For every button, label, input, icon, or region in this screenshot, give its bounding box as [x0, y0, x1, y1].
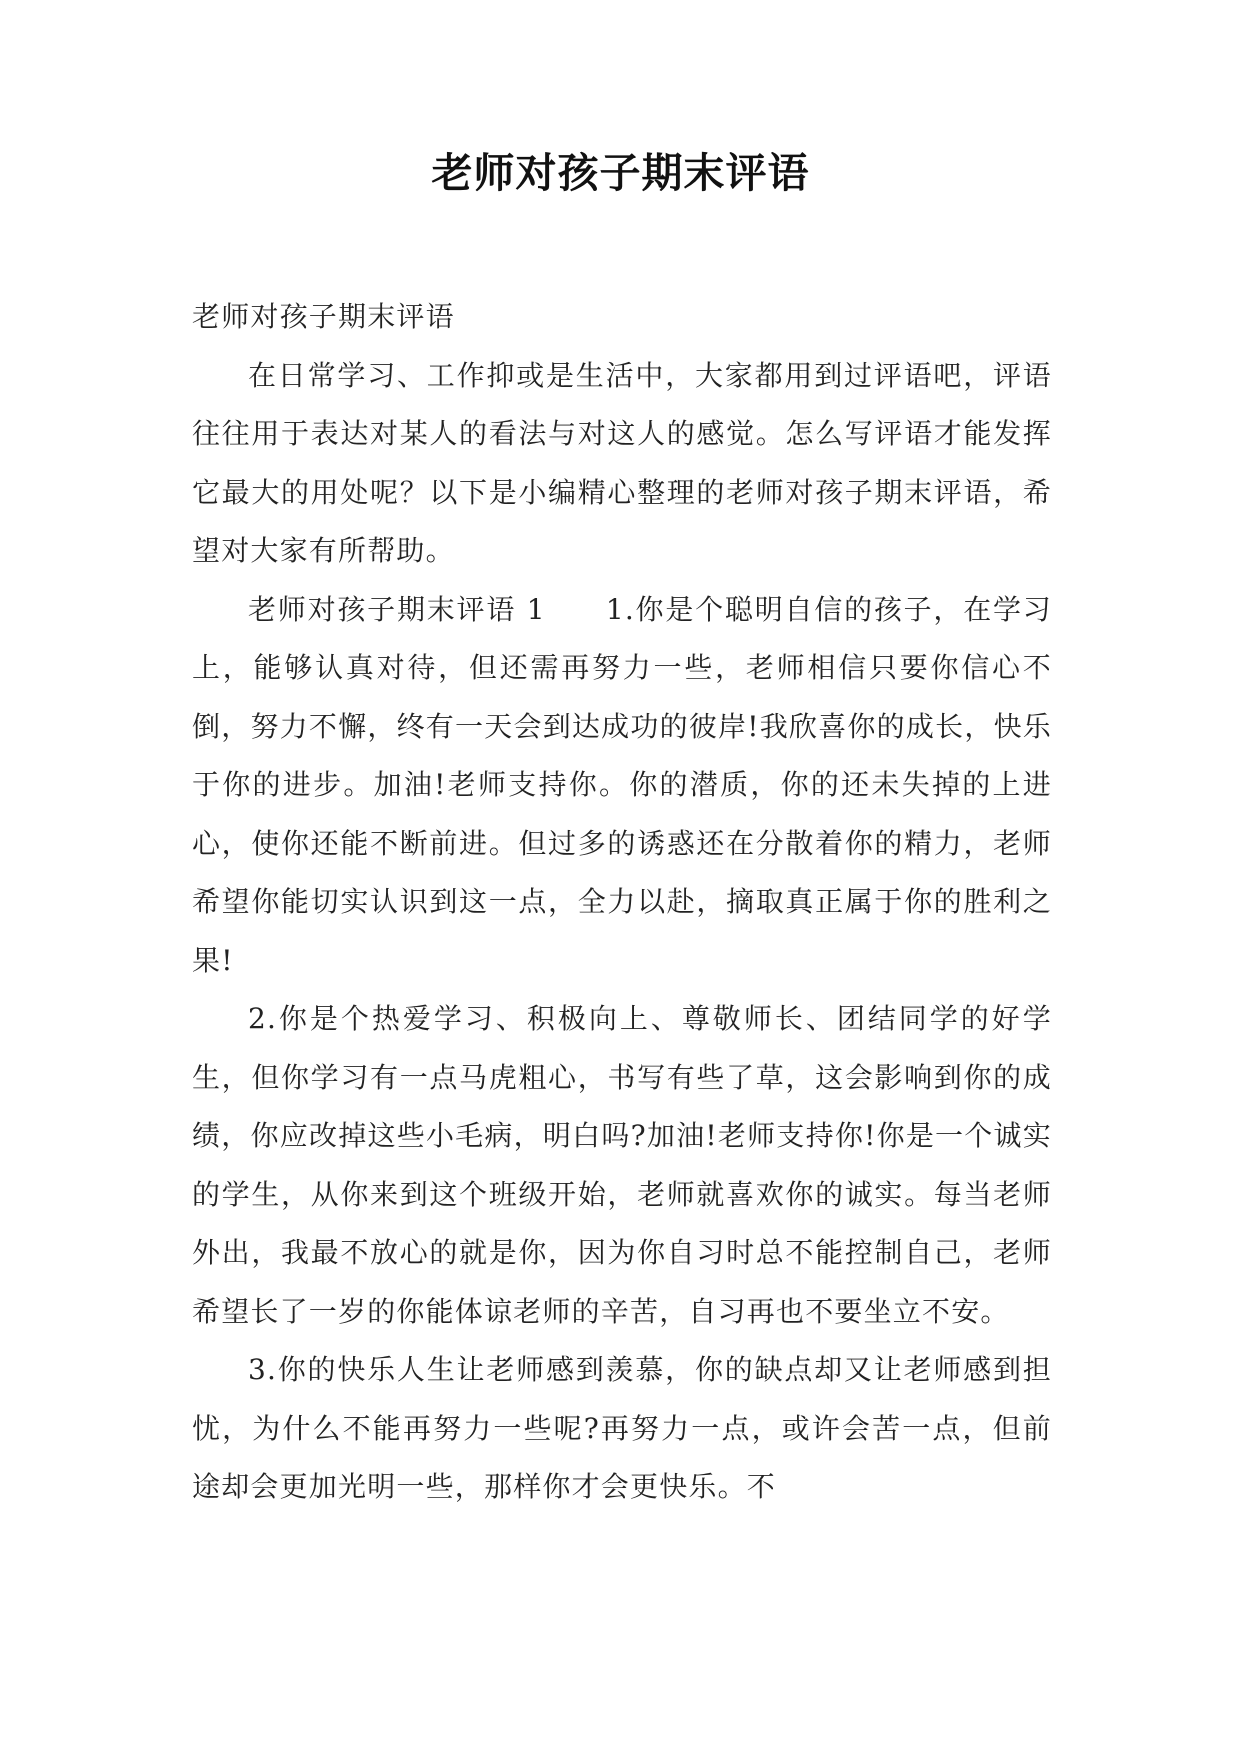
section-1-heading: 老师对孩子期末评语 1	[248, 592, 546, 626]
document-subtitle: 老师对孩子期末评语	[192, 300, 455, 333]
document-body	[192, 288, 1052, 1517]
comment-item-3: 3.你的快乐人生让老师感到羡慕，你的缺点却又让老师感到担忧，为什么不能再努力一些呢?再努力一点，或许会苦一点，但前途却会更加光明一些，那样你才会更快乐。不	[192, 1353, 1052, 1503]
document-title: 老师对孩子期末评语	[431, 149, 810, 197]
intro-paragraph: 在日常学习、工作抑或是生活中，大家都用到过评语吧，评语往往用于表达对某人的看法与对这人的感觉。怎么写评语才能发挥它最大的用处呢？以下是小编精心整理的老师对孩子期末评语，希望对大家有所帮助。	[192, 358, 1052, 567]
comment-item-1: 1.你是个聪明自信的孩子，在学习上，能够认真对待，但还需再努力一些，老师相信只要你信心不倒，努力不懈，终有一天会到达成功的彼岸!我欣喜你的成长，快乐于你的进步。加油!老师支持你。你的潜质，你的还未失掉的上进心，使你还能不断前进。但过多的诱惑还在分散着你的精力，老师希望你能切实认识到这一点，全力以赴，摘取真正属于你的胜利之果!	[192, 592, 1053, 977]
comment-item-2: 2.你是个热爱学习、积极向上、尊敬师长、团结同学的好学生，但你学习有一点马虎粗心，书写有些了草，这会影响到你的成绩，你应改掉这些小毛病，明白吗?加油!老师支持你!你是一个诚实的学生，从你来到这个班级开始，老师就喜欢你的诚实。每当老师外出，我最不放心的就是你，因为你自习时总不能控制自己，老师希望长了一岁的你能体谅老师的辛苦，自习再也不要坐立不安。	[192, 1002, 1052, 1328]
section-1-paragraph	[192, 581, 1052, 991]
